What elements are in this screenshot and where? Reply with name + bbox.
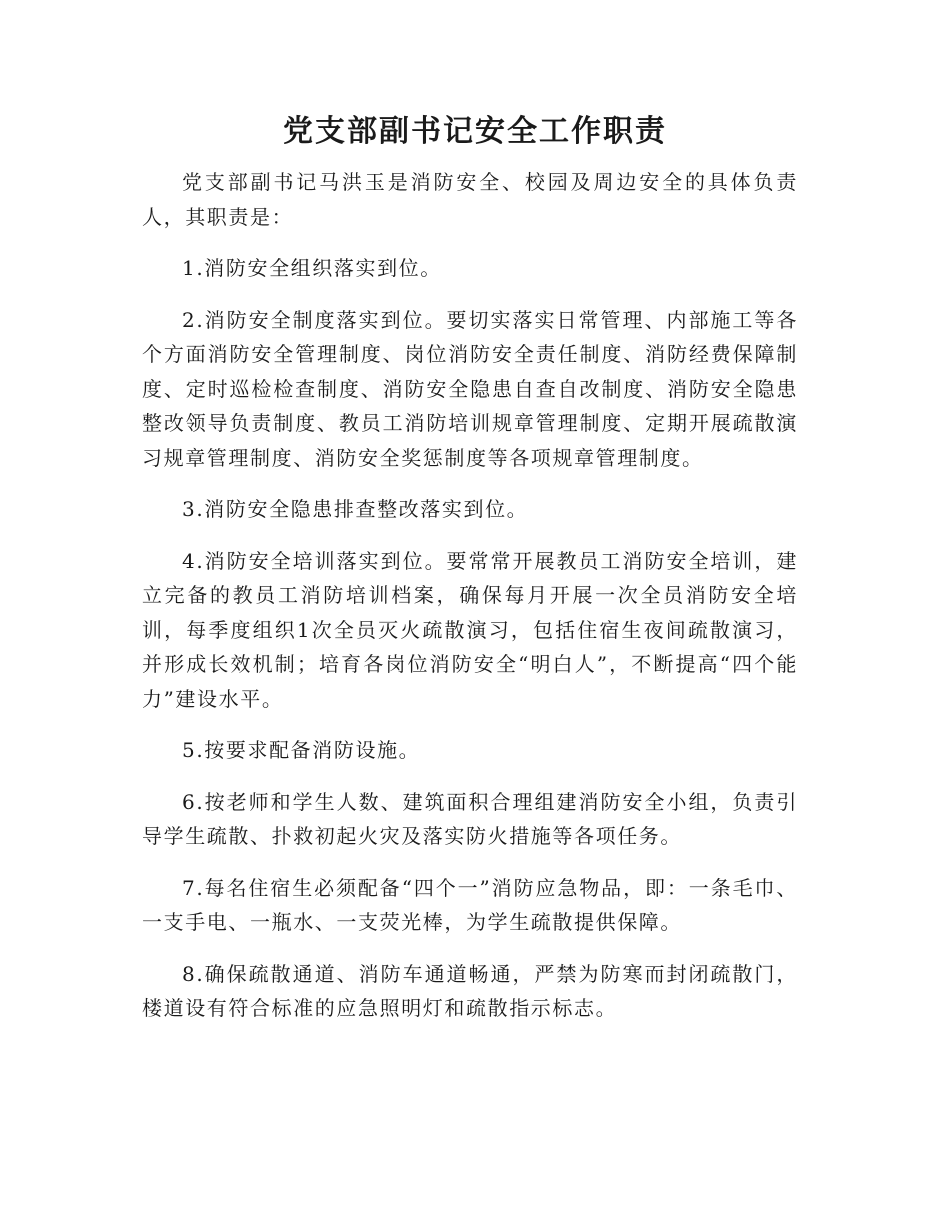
document-title: 党支部副书记安全工作职责 <box>283 114 667 149</box>
intro-paragraph: 党支部副书记马洪玉是消防安全、校园及周边安全的具体负责人，其职责是： <box>142 170 798 229</box>
duty-item-1: 1.消防安全组织落实到位。 <box>182 256 442 280</box>
duty-item-4: 4.消防安全培训落实到位。要常常开展教员工消防安全培训，建立完备的教员工消防培训档案，确保每月开展一次全员消防安全培训，每季度组织1次全员灭火疏散演习，包括住宿生夜间疏散演习，并形成长效机制；培育各岗位消防安全“明白人”，不断提高“四个能力”建设水平。 <box>142 548 798 711</box>
duty-item-6: 6.按老师和学生人数、建筑面积合理组建消防安全小组，负责引导学生疏散、扑救初起火灾及落实防火措施等各项任务。 <box>142 789 798 848</box>
duty-item-8: 8.确保疏散通道、消防车通道畅通，严禁为防寒而封闭疏散门，楼道设有符合标准的应急照明灯和疏散指示标志。 <box>142 961 798 1020</box>
duty-item-7: 7.每名住宿生必须配备“四个一”消防应急物品，即：一条毛巾、一支手电、一瓶水、一支荧光棒，为学生疏散提供保障。 <box>142 875 798 934</box>
duty-item-2: 2.消防安全制度落实到位。要切实落实日常管理、内部施工等各个方面消防安全管理制度、岗位消防安全责任制度、消防经费保障制度、定时巡检检查制度、消防安全隐患自查自改制度、消防安全隐患整改领导负责制度、教员工消防培训规章管理制度、定期开展疏散演习规章管理制度、消防安全奖惩制度等各项规章管理制度。 <box>142 307 798 470</box>
document-body <box>142 165 798 1043</box>
duty-item-3: 3.消防安全隐患排查整改落实到位。 <box>182 497 529 521</box>
duty-item-5: 5.按要求配备消防设施。 <box>182 738 421 762</box>
